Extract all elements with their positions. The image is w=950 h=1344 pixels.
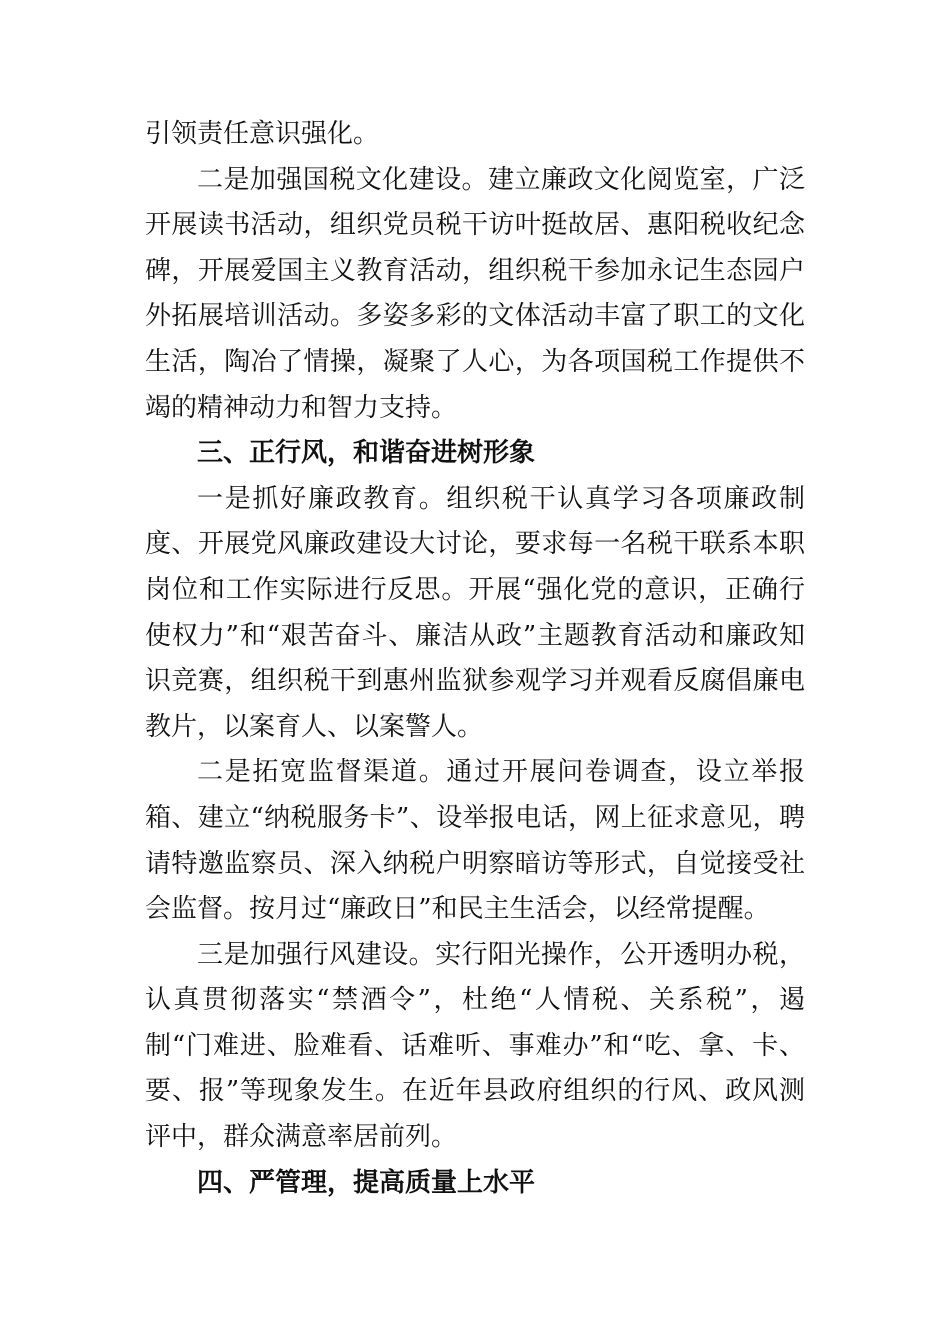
paragraph-supervision-channels: 二是拓宽监督渠道。通过开展问卷调查，设立举报箱、建立“纳税服务卡”、设举报电话，网上征求意见，聘请特邀监察员、深入纳税户明察暗访等形式，自觉接受社会监督。按月过“廉政日”和民主生活会，以经常提醒。 (145, 757, 805, 925)
paragraph-tax-culture: 二是加强国税文化建设。建立廉政文化阅览室，广泛开展读书活动，组织党员税干访叶挺故居、惠阳税收纪念碑，开展爱国主义教育活动，组织税干参加永记生态园户外拓展培训活动。多姿多彩的文体活动丰富了职工的文化生活，陶冶了情操，凝聚了人心，为各项国税工作提供不竭的精神动力和智力支持。 (145, 164, 805, 423)
paragraph-integrity-education: 一是抓好廉政教育。组织税干认真学习各项廉政制度、开展党风廉政建设大讨论，要求每一名税干联系本职岗位和工作实际进行反思。开展“强化党的意识，正确行使权力”和“艰苦奋斗、廉洁从政”主题教育活动和廉政知识竞赛，组织税干到惠州监狱参观学习并观看反腐倡廉电教片，以案育人、以案警人。 (145, 483, 805, 742)
section-heading-4: 四、严管理，提高质量上水平 (197, 1167, 536, 1198)
paragraph-conduct-building: 三是加强行风建设。实行阳光操作，公开透明办税，认真贯彻落实“禁酒令”，杜绝“人情税、关系税”，遏制“门难进、脸难看、话难听、事难办”和“吃、拿、卡、要、报”等现象发生。在近年县政府组织的行风、政风测评中，群众满意率居前列。 (145, 939, 805, 1153)
section-heading-3: 三、正行风，和谐奋进树形象 (197, 438, 536, 469)
document-body (145, 112, 805, 1206)
paragraph-continuation: 引领责任意识强化。 (145, 119, 380, 149)
